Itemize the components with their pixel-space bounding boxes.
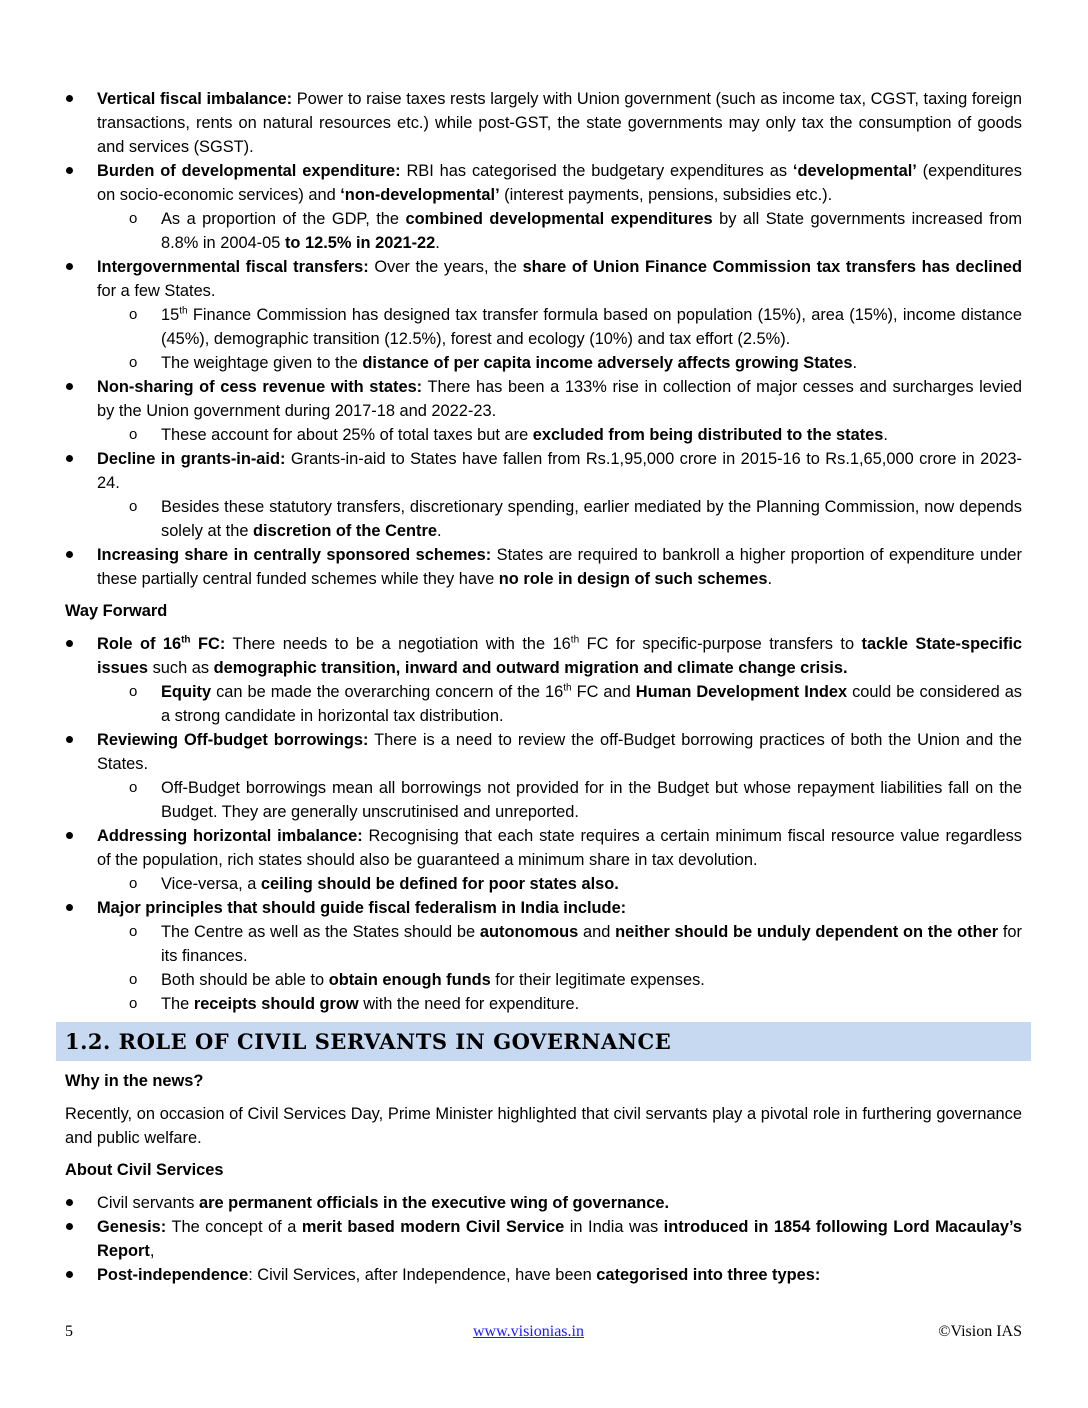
- item-text: There has been a 133% rise in collection of major cesses and surcharges levied by the Union government during 2017-18 and 2022-23.: [97, 378, 1022, 420]
- item-heading: Decline in grants-in-aid:: [97, 450, 286, 468]
- item-bold-text: Human Development Index: [635, 683, 848, 701]
- item-bold-text: Equity: [161, 683, 212, 701]
- sub-list-item: [97, 680, 1022, 728]
- page-number: 5: [65, 1323, 73, 1340]
- item-bold-text: distance of per capita income adversely affects growing States: [362, 354, 853, 372]
- item-text: Vice-versa, a: [161, 875, 261, 893]
- sub-list: [97, 303, 1022, 375]
- item-text: (interest payments, pensions, subsidies etc.).: [499, 186, 833, 204]
- item-bold-text: demographic transition, inward and outward migration and climate change crisis.: [213, 659, 848, 677]
- item-bold-text: to 12.5% in 2021-22: [284, 234, 436, 252]
- item-heading: Role of 16: [97, 635, 182, 653]
- list-item: [65, 824, 1022, 896]
- item-bold-text: share of Union Finance Commission tax transfers has declined: [522, 258, 1022, 276]
- why-in-news-heading: Why in the news?: [65, 1072, 204, 1090]
- list-item: [65, 543, 1022, 591]
- item-bold-text: introduced in 1854 following Lord Macaulay’s Report: [97, 1218, 1023, 1260]
- item-heading: Non-sharing of cess revenue with states:: [97, 378, 423, 396]
- superscript: th: [181, 634, 191, 646]
- sub-list: [97, 423, 1022, 447]
- sub-list: [97, 776, 1022, 824]
- item-text: such as: [148, 659, 214, 677]
- item-heading: Major principles that should guide fiscal federalism in India include:: [97, 899, 627, 917]
- item-text: .: [852, 354, 858, 372]
- item-text: Civil servants: [97, 1194, 200, 1212]
- item-text: .: [437, 522, 442, 540]
- way-forward-heading: Way Forward: [65, 602, 168, 620]
- list-item: [65, 159, 1022, 255]
- list-item: [65, 632, 1022, 728]
- item-text: Grants-in-aid to States have fallen from Rs.1,95,000 crore in 2015-16 to Rs.1,65,000 crore in 2023-24.: [97, 450, 1022, 492]
- item-text: Power to raise taxes rests largely with Union government (such as income tax, CGST, taxing foreign transactions, rents on natural resources etc.) while post-GST, the state governments may only tax the consumption of goods and services (SGST).: [97, 90, 1022, 156]
- item-text: (expenditures on socio-economic services) and: [97, 162, 1022, 204]
- item-heading: Increasing share in centrally sponsored schemes:: [97, 546, 492, 564]
- sub-list-item: [97, 423, 1022, 447]
- item-bold-text: autonomous: [479, 923, 579, 941]
- list-item: [65, 1215, 1022, 1263]
- issues-list: [65, 87, 1022, 591]
- page-content: [65, 87, 1022, 1287]
- list-item: [65, 1191, 1022, 1215]
- item-bold-text: ceiling should be defined for poor states also.: [260, 875, 619, 893]
- sub-list-item: [97, 776, 1022, 824]
- item-bold-text: combined developmental expenditures: [405, 210, 713, 228]
- sub-list-item: [97, 351, 1022, 375]
- superscript: th: [570, 634, 580, 646]
- civil-services-list: [65, 1191, 1022, 1287]
- sub-list: [97, 872, 1022, 896]
- item-text: 15: [161, 306, 180, 324]
- item-text: The Centre as well as the States should be: [161, 923, 480, 941]
- list-item: [65, 447, 1022, 543]
- item-text: As a proportion of the GDP, the: [161, 210, 406, 228]
- item-heading: Addressing horizontal imbalance:: [97, 827, 363, 845]
- sub-list: [97, 207, 1022, 255]
- way-forward-list: [65, 632, 1022, 1016]
- item-text: in India was: [564, 1218, 664, 1236]
- superscript: th: [563, 682, 572, 694]
- item-text: for a few States.: [97, 282, 216, 300]
- item-text: Besides these statutory transfers, discretionary spending, earlier mediated by the Planning Commission, now depends solely at the: [161, 498, 1022, 540]
- item-text: Over the years, the: [368, 258, 523, 276]
- list-item: [65, 375, 1022, 447]
- item-heading: Vertical fiscal imbalance:: [97, 90, 293, 108]
- item-text: Recognising that each state requires a certain minimum fiscal resource value regardless of the population, rich states should also be guaranteed a minimum share in tax devolution.: [97, 827, 1023, 869]
- item-bold-text: obtain enough funds: [328, 971, 491, 989]
- item-bold-text: receipts should grow: [193, 995, 359, 1013]
- item-bold-text: neither should be unduly dependent on the other: [615, 923, 999, 941]
- item-text: can be made the overarching concern of the 16: [211, 683, 564, 701]
- sub-list-item: [97, 207, 1022, 255]
- item-text: States are required to bankroll a higher proportion of expenditure under these partially central funded schemes while they have: [97, 546, 1023, 588]
- item-heading: Intergovernmental fiscal transfers:: [97, 258, 369, 276]
- item-text: and: [578, 923, 616, 941]
- item-bold-text: ‘non-developmental’: [340, 186, 500, 204]
- item-text: with the need for expenditure.: [358, 995, 580, 1013]
- item-text: There is a need to review the off-Budget borrowing practices of both the Union and the States.: [97, 731, 1022, 773]
- item-text: by all State governments increased from 8.8% in 2004-05: [161, 210, 1022, 252]
- item-text: The concept of a: [166, 1218, 302, 1236]
- item-text: : Civil Services, after Independence, have been: [248, 1266, 597, 1284]
- list-item: [65, 1263, 1022, 1287]
- item-text: could be considered as a strong candidate in horizontal tax distribution.: [161, 683, 1023, 725]
- sub-list: [97, 920, 1022, 1016]
- sub-list-item: [97, 968, 1022, 992]
- section-title: 1.2. ROLE OF CIVIL SERVANTS IN GOVERNANCE: [56, 1022, 1031, 1061]
- sub-list: [97, 495, 1022, 543]
- why-in-news-text: Recently, on occasion of Civil Services Day, Prime Minister highlighted that civil servants play a pivotal role in furthering governance and public welfare.: [65, 1105, 1022, 1147]
- item-text: RBI has categorised the budgetary expenditures as: [400, 162, 793, 180]
- item-text: .: [767, 570, 773, 588]
- item-heading: Genesis:: [97, 1218, 167, 1236]
- item-text: There needs to be a negotiation with the 16: [225, 635, 571, 653]
- item-bold-text: ‘developmental’: [792, 162, 917, 180]
- item-text: Finance Commission has designed tax transfer formula based on population (15%), area (15%), income distance (45%), demographic transition (12.5%), forest and ecology (10%) and tax effort (2.5%).: [161, 306, 1022, 348]
- page-footer: [65, 1323, 1022, 1347]
- superscript: th: [179, 305, 188, 317]
- item-bold-text: no role in design of such schemes: [498, 570, 768, 588]
- item-text: for its finances.: [161, 923, 1022, 965]
- item-bold-text: tackle State-specific issues: [97, 635, 1023, 677]
- item-text: The: [161, 995, 194, 1013]
- sub-list-item: [97, 303, 1022, 351]
- item-text: FC and: [571, 683, 636, 701]
- item-text: .: [435, 234, 440, 252]
- item-heading: Reviewing Off-budget borrowings:: [97, 731, 369, 749]
- sub-list-item: [97, 992, 1022, 1016]
- website-link[interactable]: www.visionias.in: [473, 1323, 584, 1340]
- item-bold-text: discretion of the Centre: [253, 522, 437, 540]
- item-text: .: [883, 426, 888, 444]
- sub-list-item: [97, 872, 1022, 896]
- list-item: [65, 255, 1022, 375]
- item-text: The weightage given to the: [161, 354, 363, 372]
- copyright-text: ©Vision IAS: [938, 1323, 1022, 1340]
- item-text: Both should be able to: [161, 971, 329, 989]
- item-bold-text: categorised into three types:: [596, 1266, 821, 1284]
- item-text: Off-Budget borrowings mean all borrowings not provided for in the Budget but whose repayment liabilities fall on the Budget. They are generally unscrutinised and unreported.: [161, 779, 1022, 821]
- item-heading: Burden of developmental expenditure:: [97, 162, 401, 180]
- list-item: [65, 728, 1022, 824]
- sub-list-item: [97, 920, 1022, 968]
- item-text: These account for about 25% of total taxes but are: [161, 426, 533, 444]
- item-bold-text: merit based modern Civil Service: [301, 1218, 565, 1236]
- list-item: [65, 896, 1022, 1016]
- item-heading: Post-independence: [97, 1266, 249, 1284]
- item-text: FC for specific-purpose transfers to: [579, 635, 862, 653]
- item-bold-text: excluded from being distributed to the states: [532, 426, 884, 444]
- item-heading: FC:: [190, 635, 226, 653]
- about-civil-services-heading: About Civil Services: [65, 1161, 224, 1179]
- list-item: [65, 87, 1022, 159]
- item-bold-text: are permanent officials in the executive wing of governance.: [199, 1194, 670, 1212]
- item-text: ,: [149, 1242, 155, 1260]
- sub-list: [97, 680, 1022, 728]
- sub-list-item: [97, 495, 1022, 543]
- item-text: for their legitimate expenses.: [490, 971, 705, 989]
